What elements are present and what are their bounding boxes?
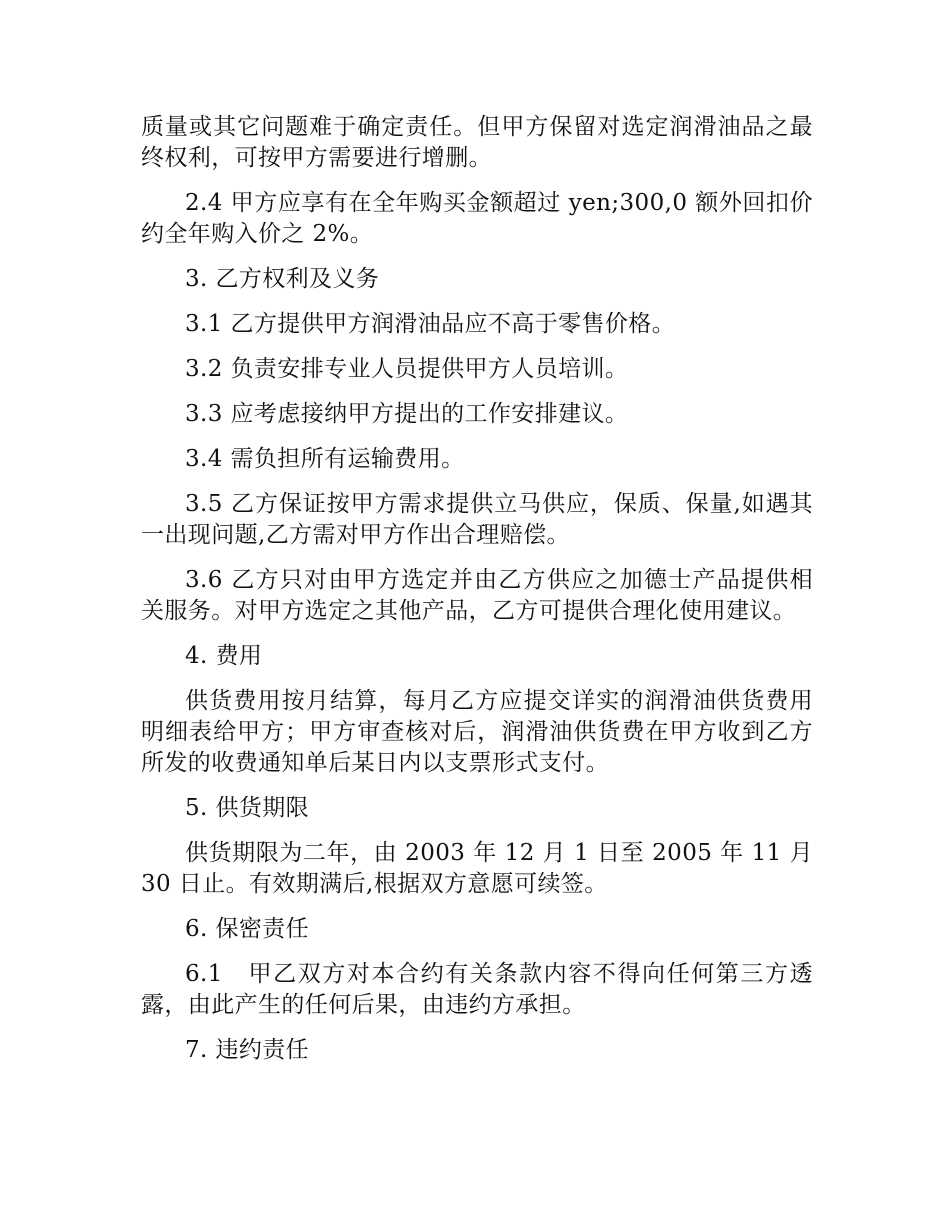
paragraph-3-6: 3.6 乙方只对由甲方选定并由乙方供应之加德士产品提供相关服务。对甲方选定之其他产品，乙方可提供合理化使用建议。 xyxy=(141,567,813,624)
paragraph-fees-detail: 供货费用按月结算，每月乙方应提交详实的润滑油供货费用明细表给甲方；甲方审查核对后，润滑油供货费在甲方收到乙方所发的收费通知单后某日内以支票形式支付。 xyxy=(141,688,813,776)
paragraph-3-2: 3.2 负责安排专业人员提供甲方人员培训。 xyxy=(185,356,629,382)
paragraph-quality-rights: 质量或其它问题难于确定责任。但甲方保留对选定润滑油品之最终权利，可按甲方需要进行增删。 xyxy=(141,114,813,171)
paragraph-3-5: 3.5 乙方保证按甲方需求提供立马供应，保质、保量,如遇其一出现问题,乙方需对甲方作出合理赔偿。 xyxy=(141,491,813,548)
paragraph-3-1: 3.1 乙方提供甲方润滑油品应不高于零售价格。 xyxy=(185,311,676,337)
heading-5-supply-period: 5. 供货期限 xyxy=(185,795,310,821)
paragraph-2-4-rebate: 2.4 甲方应享有在全年购买金额超过 yen;300,0 额外回扣价约全年购入价之 2%。 xyxy=(141,190,813,247)
paragraph-supply-period-detail: 供货期限为二年，由 2003 年 12 月 1 日至 2005 年 11 月 30 日止。有效期满后,根据双方意愿可续签。 xyxy=(141,840,813,897)
heading-3-party-b-rights: 3. 乙方权利及义务 xyxy=(185,266,380,292)
paragraph-3-4: 3.4 需负担所有运输费用。 xyxy=(185,446,465,472)
heading-7-breach-liability: 7. 违约责任 xyxy=(185,1037,310,1063)
paragraph-3-3: 3.3 应考虑接纳甲方提出的工作安排建议。 xyxy=(185,401,629,427)
document-page xyxy=(141,112,813,1080)
heading-6-confidentiality: 6. 保密责任 xyxy=(185,916,310,942)
paragraph-6-1: 6.1 甲乙双方对本合约有关条款内容不得向任何第三方透露，由此产生的任何后果，由违约方承担。 xyxy=(141,961,813,1018)
heading-4-fees: 4. 费用 xyxy=(185,643,263,669)
